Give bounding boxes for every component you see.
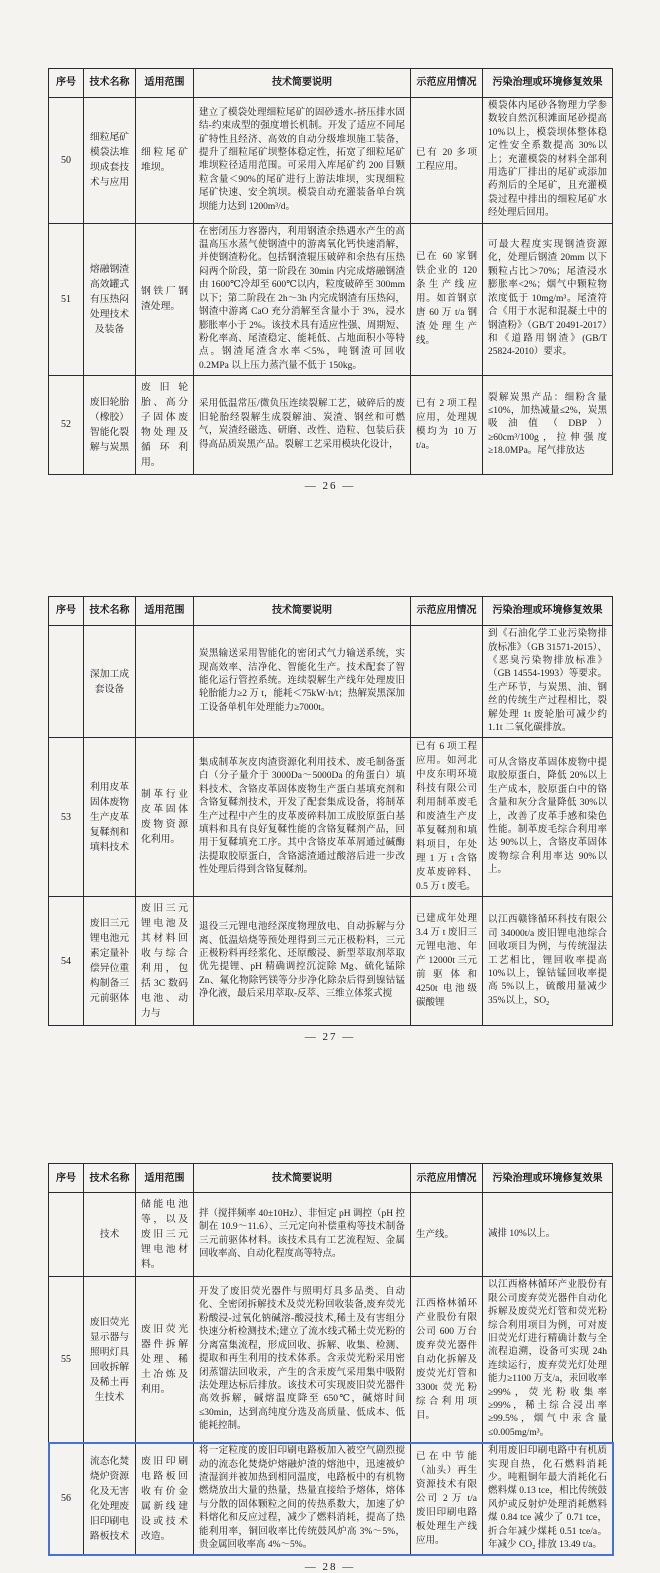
col-header-scope: 适用范围 [136, 597, 194, 626]
cell-demo: 已有 6 项工程应用。如河北中皮东明环境科技有限公司利用制革废毛和废渣生产皮革复鞣剂和填料项目，年处理 1 万 t 含铬皮革废碎料、0.5 万 t 废毛。 [411, 738, 483, 897]
cell-scope: 储能电池等，以及废旧三元锂电池材料。 [136, 1193, 194, 1277]
col-header-description: 技术简要说明 [194, 1164, 411, 1193]
cell-description: 集成制革灰皮肉渣资源化利用技术、废毛制备蛋白（分子量介于 3000Da～5000Da 的角蛋白）填料技术、含铬皮革固体废物生产蛋白基填充剂和含铬复鞣剂技术，开发了配套集成设备，将制革生产过程中产生的皮革废碎料加工成胶原蛋白基填料和具有良好复鞣性能的含铬复鞣剂产品，回用于复鞣填充工序。其中含铬皮革革屑通过碱酶法提取胶原蛋白，含铬滤渣通过酸溶后进一步改性处理后得到含铬复鞣剂。 [194, 738, 411, 897]
catalog-table-page-26 [48, 68, 613, 475]
cell-description: 采用低温常压/微负压连续裂解工艺，破碎后的废旧轮胎经裂解生成裂解油、炭渣、钢丝和可燃气，炭渣经磁选、研磨、改性、造粒、包装后获得高品质炭黑产品。裂解工艺采用模块化设计， [194, 376, 411, 475]
cell-effect: 可最大程度实现钢渣资源化，处理后钢渣 20mm 以下颗粒占比＞70%；尾渣浸水膨胀率<2%；烟气中颗粒物浓度低于 10mg/m³。尾渣符合《用于水泥和混凝土中的钢渣粉》（GB/T 20491-2017）和《道路用钢渣》(GB/T 25824-2010）要求。 [483, 223, 613, 375]
cell-scope: 废旧轮胎、高分子固体废物处理及循环利用。 [136, 376, 194, 475]
cell-seq: 52 [49, 376, 84, 475]
col-header-effect: 污染治理或环境修复效果 [483, 69, 613, 98]
cell-tech-name: 流态化焚烧炉资源化及无害化处理废旧印刷电路板技术 [84, 1443, 136, 1555]
table-row-55 [49, 1277, 613, 1443]
cell-seq [49, 626, 84, 738]
col-header-scope: 适用范围 [136, 69, 194, 98]
cell-description: 在密闭压力容器内，利用钢渣余热遇水产生的高温高压水蒸气使钢渣中的游离氧化钙快速消解，并使钢渣粉化。包括钢渣辊压破碎和余热有压热闷两个阶段，第一阶段在 30min 内完成熔融钢渣由 1600℃冷却至 600℃以内，粒度破碎至 300mm 以下；第二阶段在 2h～3h 内完成钢渣有压热闷，钢渣中游离 CaO 充分消解至含量小于 3%，浸水膨胀率小于 2%。该技术具有适应性强、周期短、粉化率高、尾渣稳定、能耗低、占地面积小等特点。钢渣尾渣含水率＜5%，吨钢渣可回收 0.2MPa 以上压力蒸汽量不低于 150kg。 [194, 223, 411, 375]
col-header-tech-name: 技术名称 [84, 1164, 136, 1193]
cell-seq: 51 [49, 223, 84, 375]
col-header-tech-name: 技术名称 [84, 69, 136, 98]
cell-effect: 裂解炭黑产品：细粉含量≤10%，加热减量≤2%，炭黑吸油值（DBP）≥60cm³/100g，拉伸强度≥18.0MPa。尾气排放达 [483, 376, 613, 475]
cell-tech-name: 技术 [84, 1193, 136, 1277]
cell-description: 开发了废旧荧光器件与照明灯具多品类、自动化、全密闭拆解技术及荧光粉回收装备,废弃荧光粉酸浸-过氧化钠碱溶-酸浸技术,稀土及有害组分快速分析检测技术;建立了流水线式稀土荧光粉的分离富集流程，形成回收、拆解、收集、检测、提取和再生利用的技术体系。含汞荧光粉采用密闭蒸馏法回收汞，产生的含汞废气采用集中吸附法处理达标后排放。该技术可实现废旧荧光器件高效拆解，碱熔温度降至 650℃，碱熔时间≤30min，达到高纯度分选及高质量、低成本、低能耗控制。 [194, 1277, 411, 1443]
col-header-tech-name: 技术名称 [84, 597, 136, 626]
col-header-description: 技术简要说明 [194, 69, 411, 98]
page-number-26: — 26 — [304, 480, 356, 493]
cell-effect: 利用废旧印刷电路中有机质实现自热，化石燃料消耗少。吨粗铜年最大消耗化石燃料煤 0.13 tce，相比传统鼓风炉或反射炉处理消耗燃料煤 0.84 tce 减少了 0.71 tce，折合年减少煤耗 0.51 tce/a。年减少 CO₂ 排放 13.49 t/a。 [483, 1443, 613, 1555]
cell-demo: 已建成年处理 3.4 万 t 废旧三元锂电池、年产 12000t 三元前驱体和 4250t 电池级碳酸锂 [411, 897, 483, 1026]
cell-effect: 到《石油化学工业污染物排放标准》（GB 31571-2015）、《恶臭污染物排放标准》（GB 14554-1993）等要求。生产环节，与炭黑、油、钢丝的传统生产过程相比，裂解处理 1t 废轮胎可减少约 1.1t 二氧化碳排放。 [483, 626, 613, 738]
cell-effect: 模袋体内尾砂各物理力学参数较自然沉积滩面尾砂提高 10%以上，模袋坝体整体稳定性安全系数提高 30%以上；充灌模袋的材料全部利用选矿厂排出的尾矿或添加药剂后的全尾矿，且充灌模袋过程中排出的细粒尾矿水经处理后回用。 [483, 98, 613, 224]
col-header-description: 技术简要说明 [194, 597, 411, 626]
cell-tech-name: 利用皮革固体废物生产皮革复鞣剂和填料技术 [84, 738, 136, 897]
cell-seq: 53 [49, 738, 84, 897]
cell-seq: 50 [49, 98, 84, 224]
cell-description: 炭黑输送采用智能化的密闭式气力输送系统，实现高效率、洁净化、智能化生产。技术配套了智能化运行管控系统。连续裂解生产线年处理废旧轮胎能力≥2 万 t，能耗＜75kW·h/t；热解炭黑深加工设备单机年处理能力≥7000t。 [194, 626, 411, 738]
table-row-53 [49, 738, 613, 897]
col-header-seq: 序号 [49, 1164, 84, 1193]
col-header-scope: 适用范围 [136, 1164, 194, 1193]
table-row-50 [49, 98, 613, 224]
cell-demo: 江西格林循环产业股份有限公司 600 万台废弃荧光器件自动化拆解及废荧光灯管和 3300t 荧光粉综合利用项目。 [411, 1277, 483, 1443]
col-header-seq: 序号 [49, 69, 84, 98]
col-header-seq: 序号 [49, 597, 84, 626]
catalog-table-page-27 [48, 596, 613, 1026]
cell-effect: 以江西赣锋循环科技有限公司 34000t/a 废旧锂电池综合回收项目为例，与传统湿法工艺相比，锂回收率提高 10%以上，镍钴锰回收率提高 5%以上，硫酸用量减少 35%以上，SO₂ [483, 897, 613, 1026]
col-header-effect: 污染治理或环境修复效果 [483, 597, 613, 626]
table-row-54 [49, 897, 613, 1026]
cell-scope: 废旧三元锂电池及其材料回收与综合利用，包括 3C 数码电池、动力与 [136, 897, 194, 1026]
cell-demo: 已有 2 项工程应用，处理规模均为 10 万 t/a。 [411, 376, 483, 475]
cell-demo: 生产线。 [411, 1193, 483, 1277]
cell-tech-name: 细粒尾矿模袋法堆坝成套技术与应用 [84, 98, 136, 224]
cell-scope [136, 626, 194, 738]
table-section-page-27 [0, 596, 660, 1043]
cell-tech-name: 废旧三元锂电池元素定量补偿异位重构制备三元前驱体 [84, 897, 136, 1026]
cell-effect: 可从含铬皮革固体废物中提取胶原蛋白，降低 20%以上生产成本，胶原蛋白中的铬含量和灰分含量降低 30%以上，改善了皮革手感和染色性能。制革废毛综合利用率达 90%以上，含铬皮革固体废物综合利用率达 90%以上。 [483, 738, 613, 897]
table-header-row [49, 69, 613, 98]
cell-demo: 已在 60 家钢铁企业的 120 条生产线应用。如首钢京唐 60 万 t/a 钢渣处理生产线。 [411, 223, 483, 375]
page-number-27: — 27 — [304, 1031, 356, 1044]
cell-seq [49, 1193, 84, 1277]
col-header-demo: 示范应用情况 [411, 1164, 483, 1193]
cell-demo: 已有 20 多项工程应用。 [411, 98, 483, 224]
page-number-28: — 28 — [304, 1560, 356, 1573]
cell-demo: 已在中节能（汕头）再生资源技术有限公司 2 万 t/a 废旧印刷电路板处理生产线应用。 [411, 1443, 483, 1555]
cell-description: 退役三元锂电池经深度物理放电、自动拆解与分离、低温焙烧等预处理得到三元正极粉料，三元正极粉料再经浆化、还原酸浸、新型萃取剂萃取优先提锂、pH 精确调控沉淀除 Mg、硫化锰除 Zn、氟化物除钙镁等分步净化除杂后得到镍钴锰净化液，最后采用萃取-反萃、三维立体浆式搅 [194, 897, 411, 1026]
table-header-row [49, 597, 613, 626]
cell-effect: 以江西格林循环产业股份有限公司废弃荧光器件自动化拆解及废荧光灯管和荧光粉综合利用项目为例，可对废旧荧光灯进行精确计数与全流程追溯，设备可实现 24h 连续运行，废弃荧光灯处理能力≥1100 万支/a，汞回收率≥99%，荧光粉收集率≥99%，稀土综合浸出率≥99.5%，烟气中汞含量≤0.005mg/m³。 [483, 1277, 613, 1443]
table-header-row [49, 1164, 613, 1193]
cell-scope: 废旧印刷电路板回收有价金属新线建设或技术改造。 [136, 1443, 194, 1555]
cell-seq: 55 [49, 1277, 84, 1443]
cell-scope: 废旧荧光器件拆解处理、稀土冶炼及利用。 [136, 1277, 194, 1443]
table-row-51 [49, 223, 613, 375]
cell-scope: 制革行业皮革固体废物资源化利用。 [136, 738, 194, 897]
cell-effect: 减排 10%以上。 [483, 1193, 613, 1277]
cell-description: 拌（搅拌频率 40±10Hz）、非恒定 pH 调控（pH 控制在 10.9～11.6）、三元定向补偿重构等技术制备三元前驱体材料。该技术具有工艺流程短、金属回收率高、自动化程度高等特点。 [194, 1193, 411, 1277]
cell-seq: 56 [49, 1443, 84, 1555]
table-row-52 [49, 376, 613, 475]
cell-tech-name: 熔融钢渣高效罐式有压热闷处理技术及装备 [84, 223, 136, 375]
table-row-54-continued [49, 1193, 613, 1277]
col-header-demo: 示范应用情况 [411, 69, 483, 98]
col-header-effect: 污染治理或环境修复效果 [483, 1164, 613, 1193]
cell-description: 建立了模袋处理细粒尾矿的固砂透水-挤压排水固结-约束成型的强度增长机制。开发了适应不同尾矿特性且经济、高效的自动分级堆坝施工装备，提升了细粒尾矿坝整体稳定性，拓宽了细粒尾矿堆坝粒径适用范围。可采用入库尾矿约 200 目颗粒含量＜90%的尾矿进行上游法堆坝，实现细粒尾矿快速、安全筑坝。模袋自动充灌装备单台筑坝能力达到 1200m³/d。 [194, 98, 411, 224]
table-section-page-28 [0, 1163, 660, 1572]
cell-tech-name: 废旧荧光显示器与照明灯具回收拆解及稀土再生技术 [84, 1277, 136, 1443]
table-section-page-26 [0, 0, 660, 492]
table-row-56-highlighted [49, 1443, 613, 1555]
catalog-table-page-28 [48, 1163, 613, 1555]
table-row-52-continued [49, 626, 613, 738]
cell-seq: 54 [49, 897, 84, 1026]
cell-scope: 钢铁厂钢渣处理。 [136, 223, 194, 375]
col-header-demo: 示范应用情况 [411, 597, 483, 626]
cell-tech-name: 深加工成套设备 [84, 626, 136, 738]
cell-description: 将一定粒度的废旧印刷电路板加入被空气剧烈搅动的流态化焚烧炉熔融炉渣的熔池中，迅速被炉渣湿润并被加热到相同温度，电路板中的有机物燃烧放出大量的热量，热量直接给予熔体，熔体与分散的固体颗粒之间的传热系数大，加速了炉料熔化和反应过程，减少了燃料消耗，提高了热能利用率，铜回收率比传统鼓风炉高 3%～5%，贵金属回收率高 4%～5%。 [194, 1443, 411, 1555]
cell-tech-name: 废旧轮胎（橡胶）智能化裂解与炭黑 [84, 376, 136, 475]
cell-scope: 细粒尾矿堆坝。 [136, 98, 194, 224]
cell-demo [411, 626, 483, 738]
